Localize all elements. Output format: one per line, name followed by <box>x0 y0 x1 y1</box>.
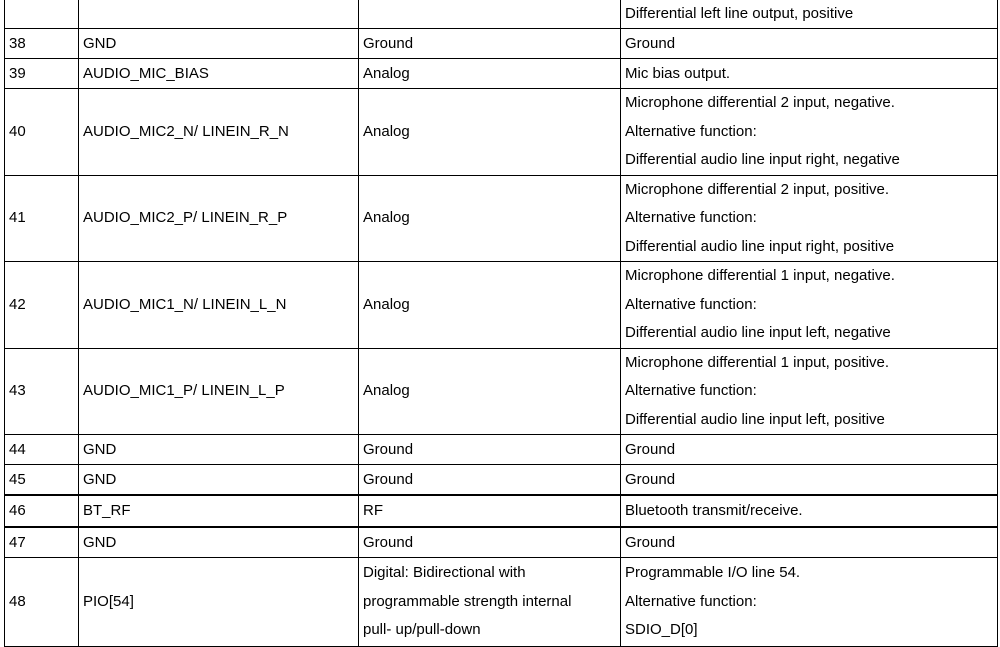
pin-number-cell: 48 <box>5 558 79 647</box>
description-line: Alternative function: <box>625 592 757 610</box>
description-line: Alternative function: <box>625 382 757 399</box>
pin-number-cell: 43 <box>5 348 79 435</box>
table-row <box>5 0 998 29</box>
description-line: Differential audio line input right, negative <box>625 151 900 168</box>
pin-description-cell: Differential left line output, positive <box>621 0 998 29</box>
pin-description-cell <box>621 175 998 262</box>
description-line: Microphone differential 1 input, positive. <box>625 353 890 371</box>
pin-description-cell <box>621 89 998 176</box>
pin-type-cell: Analog <box>359 89 621 176</box>
pin-name-cell: AUDIO_MIC2_P/ LINEIN_R_P <box>79 175 359 262</box>
table-row <box>5 558 998 647</box>
pin-description-cell: Ground <box>621 527 998 558</box>
description-line: Microphone differential 2 input, positive. <box>625 180 890 198</box>
pin-type-cell <box>359 558 621 647</box>
pin-description-cell <box>621 348 998 435</box>
pin-number-cell: 47 <box>5 527 79 558</box>
pin-name-cell: AUDIO_MIC1_P/ LINEIN_L_P <box>79 348 359 435</box>
pin-name-cell: GND <box>79 435 359 465</box>
description-line: Differential audio line input left, positive <box>625 410 885 428</box>
table-row <box>5 435 998 465</box>
description-line: Microphone differential 2 input, negative. <box>625 94 895 111</box>
pin-description-cell: Mic bias output. <box>621 59 998 89</box>
description-line: Microphone differential 1 input, negative. <box>625 267 895 284</box>
pin-description-cell <box>621 558 998 647</box>
table-row <box>5 29 998 59</box>
table-row <box>5 348 998 435</box>
pin-number-cell: 45 <box>5 465 79 496</box>
type-line: pull- up/pull-down <box>363 621 481 639</box>
description-line: Differential audio line input left, negative <box>625 324 891 341</box>
pin-description-cell: Ground <box>621 465 998 496</box>
type-line: Digital: Bidirectional with <box>363 564 526 582</box>
pin-number-cell: 40 <box>5 89 79 176</box>
pin-description-cell: Bluetooth transmit/receive. <box>621 495 998 527</box>
pin-description-cell: Ground <box>621 29 998 59</box>
pin-name-cell <box>79 0 359 29</box>
pin-type-cell <box>359 0 621 29</box>
pin-type-cell: Ground <box>359 465 621 496</box>
table-row <box>5 527 998 558</box>
pin-name-cell: PIO[54] <box>79 558 359 647</box>
table-row <box>5 262 998 349</box>
pin-type-cell: Analog <box>359 175 621 262</box>
pin-name-cell: GND <box>79 527 359 558</box>
pin-number-cell <box>5 0 79 29</box>
table-row <box>5 59 998 89</box>
table-row <box>5 175 998 262</box>
pin-type-cell: Analog <box>359 262 621 349</box>
pin-type-cell: Ground <box>359 527 621 558</box>
pin-type-cell: Analog <box>359 348 621 435</box>
pin-type-cell: Ground <box>359 29 621 59</box>
pin-number-cell: 42 <box>5 262 79 349</box>
description-line: Alternative function: <box>625 122 757 140</box>
pin-table <box>4 0 998 647</box>
description-line: Alternative function: <box>625 295 757 313</box>
pin-name-cell: BT_RF <box>79 495 359 527</box>
pin-number-cell: 44 <box>5 435 79 465</box>
description-line: Alternative function: <box>625 209 757 226</box>
pin-name-cell: AUDIO_MIC2_N/ LINEIN_R_N <box>79 89 359 176</box>
pin-type-cell: RF <box>359 495 621 527</box>
table-row <box>5 495 998 527</box>
pin-number-cell: 39 <box>5 59 79 89</box>
pin-type-cell: Analog <box>359 59 621 89</box>
pin-number-cell: 38 <box>5 29 79 59</box>
pin-number-cell: 46 <box>5 495 79 527</box>
description-line: Differential audio line input right, positive <box>625 237 895 255</box>
description-line: Programmable I/O line 54. <box>625 564 801 582</box>
pin-name-cell: GND <box>79 29 359 59</box>
pin-name-cell: AUDIO_MIC_BIAS <box>79 59 359 89</box>
pin-number-cell: 41 <box>5 175 79 262</box>
pin-description-cell: Ground <box>621 435 998 465</box>
description-line: SDIO_D[0] <box>625 621 698 639</box>
pin-name-cell: AUDIO_MIC1_N/ LINEIN_L_N <box>79 262 359 349</box>
table-row <box>5 89 998 176</box>
type-line: programmable strength internal <box>363 592 572 610</box>
pin-name-cell: GND <box>79 465 359 496</box>
pin-type-cell: Ground <box>359 435 621 465</box>
table-row <box>5 465 998 496</box>
pin-description-cell <box>621 262 998 349</box>
